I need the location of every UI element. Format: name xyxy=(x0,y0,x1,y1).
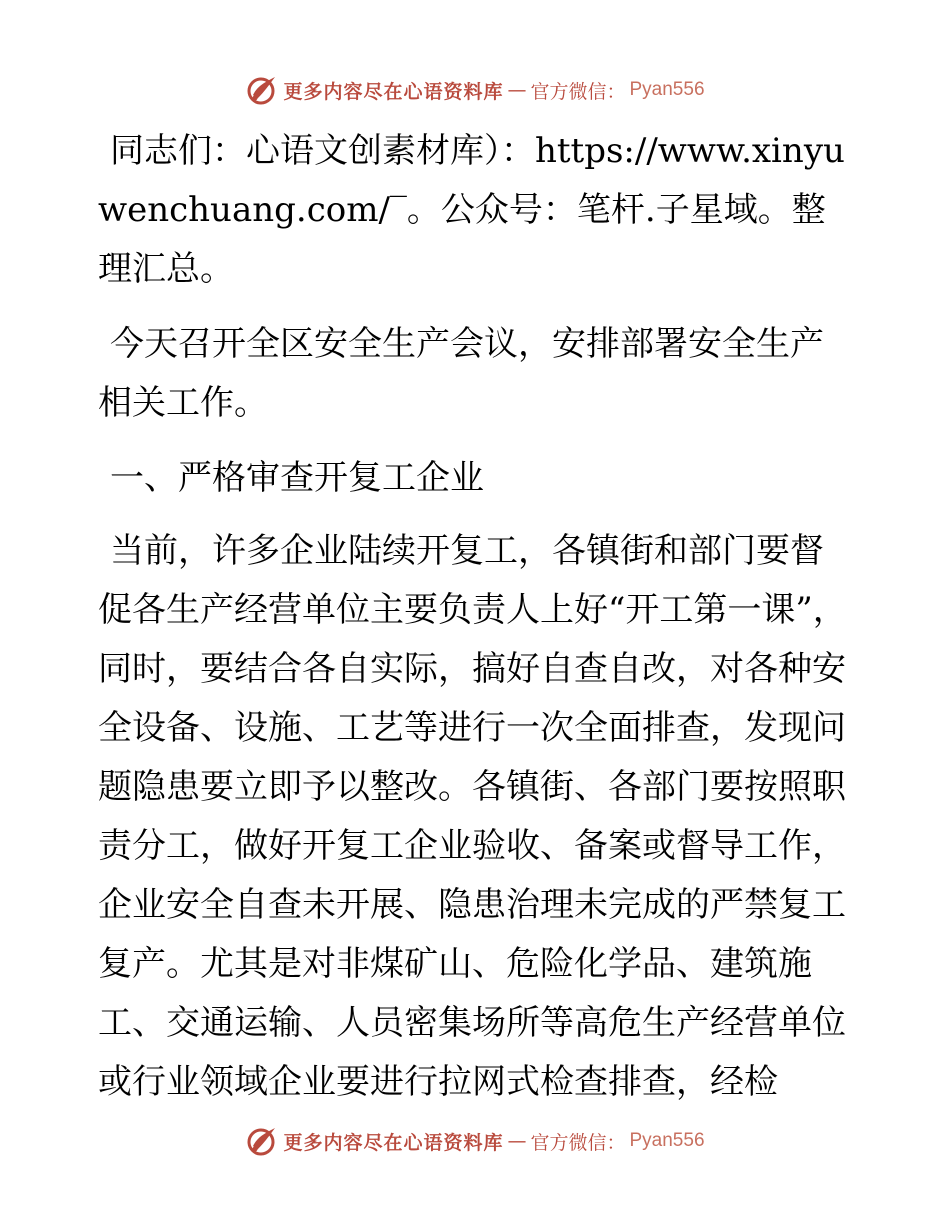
watermark-separator: — xyxy=(507,1130,527,1152)
brush-logo-icon xyxy=(245,1124,279,1158)
paragraph-body: 当前，许多企业陆续开复工，各镇街和部门要督促各生产经营单位主要负责人上好“开工第一课”，同时，要结合各自实际，搞好自查自改，对各种安全设备、设施、工艺等进行一次全面排查，发现问题隐患要立即予以整改。各镇街、各部门要按照职责分工，做好开复工企业验收、备案或督导工作，企业安全自查未开展、隐患治理未完成的严禁复工复产。尤其是对非煤矿山、危险化学品、建筑施工、交通运输、人员密集场所等高危生产经营单位或行业领域企业要进行拉网式检查排查，经检 xyxy=(98,531,847,1102)
watermark-site-text: 更多内容尽在心语资料库 xyxy=(283,1131,504,1154)
footer-watermark xyxy=(0,1121,950,1161)
header-watermark xyxy=(0,70,950,110)
brush-logo-icon xyxy=(245,73,279,107)
watermark-wechat-id: Pyan556 xyxy=(629,1130,705,1151)
paragraph-intro: 今天召开全区安全生产会议，安排部署安全生产相关工作。 xyxy=(98,324,824,423)
watermark-wechat-id: Pyan556 xyxy=(629,79,705,100)
watermark-separator: — xyxy=(507,79,527,101)
watermark-site-text: 更多内容尽在心语资料库 xyxy=(283,80,504,103)
section-heading: 一、严格审查开复工企业 xyxy=(110,458,484,498)
watermark-wechat-label: 官方微信： xyxy=(530,80,626,103)
document-body xyxy=(98,122,854,1128)
paragraph-greeting: 同志们：心语文创素材库）：https://www.xinyuwenchuang.com/‾。公众号：笔杆.子星域。整理汇总。 xyxy=(98,131,845,289)
watermark-wechat-label: 官方微信： xyxy=(530,1131,626,1154)
